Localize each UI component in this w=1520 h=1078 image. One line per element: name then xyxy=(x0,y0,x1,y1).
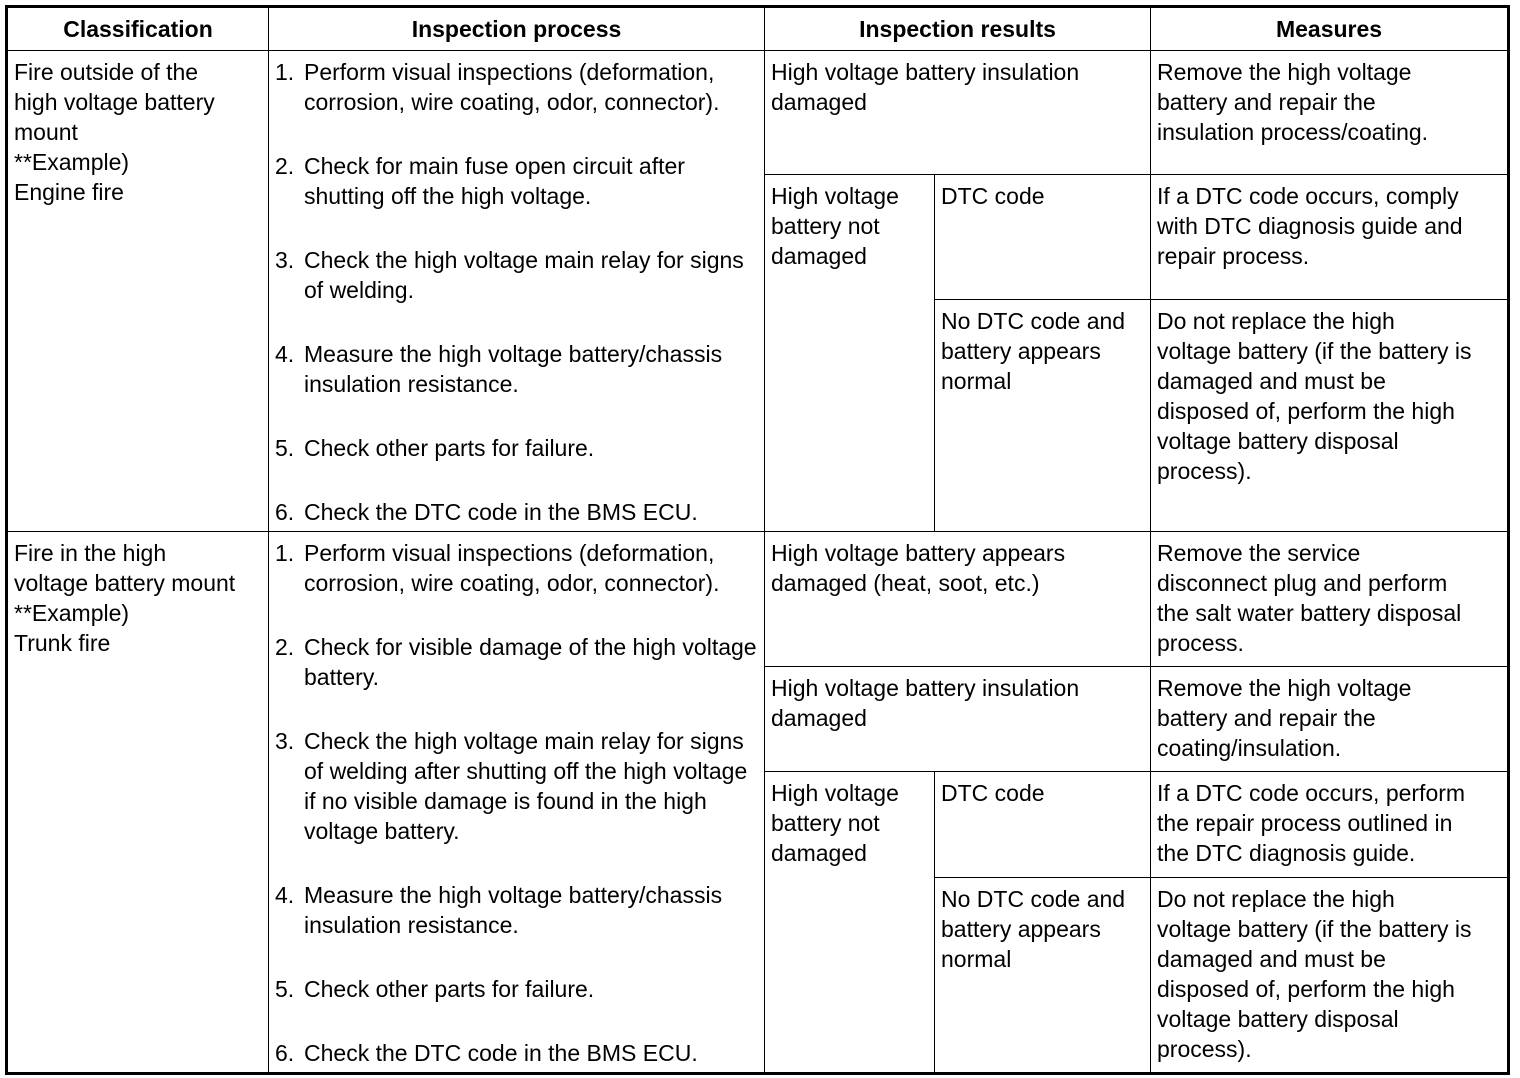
step-text: Measure the high voltage battery/chassis insulation resistance. xyxy=(304,341,723,397)
step-item xyxy=(275,245,758,305)
step-text: Check for visible damage of the high voltage battery. xyxy=(304,634,757,690)
table-row xyxy=(7,532,1509,667)
inspection-table xyxy=(5,5,1510,1075)
step-number: 5. xyxy=(275,435,295,461)
measure-cell: Remove the high voltage battery and repair the coating/insulation. xyxy=(1151,667,1509,772)
header-results: Inspection results xyxy=(765,7,1151,51)
step-text: Perform visual inspections (deformation, corrosion, wire coating, odor, connector). xyxy=(304,540,720,596)
step-number: 4. xyxy=(275,882,295,908)
step-text: Check the DTC code in the BMS ECU. xyxy=(304,1040,698,1066)
step-item xyxy=(275,1038,758,1068)
step-number: 4. xyxy=(275,341,295,367)
step-item xyxy=(275,974,758,1004)
step-number: 6. xyxy=(275,1040,295,1066)
table-row xyxy=(7,51,1509,175)
process-cell xyxy=(269,51,765,532)
measure-cell: If a DTC code occurs, comply with DTC diagnosis guide and repair process. xyxy=(1151,175,1509,300)
step-number: 6. xyxy=(275,499,295,525)
step-item xyxy=(275,632,758,692)
step-item xyxy=(275,339,758,399)
step-number: 1. xyxy=(275,540,295,566)
step-item xyxy=(275,57,758,117)
header-row xyxy=(7,7,1509,51)
step-item xyxy=(275,433,758,463)
header-measures: Measures xyxy=(1151,7,1509,51)
process-cell xyxy=(269,532,765,1074)
step-text: Perform visual inspections (deformation, corrosion, wire coating, odor, connector). xyxy=(304,59,720,115)
sub-result-cell: DTC code xyxy=(935,772,1151,878)
step-list xyxy=(275,57,758,527)
step-number: 5. xyxy=(275,976,295,1002)
step-item xyxy=(275,538,758,598)
result-cell: High voltage battery not damaged xyxy=(765,175,935,532)
step-number: 3. xyxy=(275,247,295,273)
step-number: 2. xyxy=(275,634,295,660)
step-text: Check for main fuse open circuit after shutting off the high voltage. xyxy=(304,153,685,209)
measure-cell: If a DTC code occurs, perform the repair process outlined in the DTC diagnosis guide. xyxy=(1151,772,1509,878)
step-item xyxy=(275,726,758,846)
sub-result-cell: DTC code xyxy=(935,175,1151,300)
step-item xyxy=(275,497,758,527)
sub-result-cell: No DTC code and battery appears normal xyxy=(935,300,1151,532)
step-list xyxy=(275,538,758,1068)
step-number: 2. xyxy=(275,153,295,179)
step-item xyxy=(275,151,758,211)
step-text: Check the high voltage main relay for signs of welding. xyxy=(304,247,744,303)
step-item xyxy=(275,880,758,940)
measure-cell: Remove the high voltage battery and repair the insulation process/coating. xyxy=(1151,51,1509,175)
step-text: Check the high voltage main relay for signs of welding after shutting off the high voltage if no visible damage is found in the high voltage battery. xyxy=(304,728,748,844)
result-cell: High voltage battery insulation damaged xyxy=(765,51,1151,175)
measure-cell: Remove the service disconnect plug and perform the salt water battery disposal process. xyxy=(1151,532,1509,667)
result-cell: High voltage battery insulation damaged xyxy=(765,667,1151,772)
classification-cell: Fire outside of the high voltage battery mount **Example) Engine fire xyxy=(7,51,269,532)
sub-result-cell: No DTC code and battery appears normal xyxy=(935,878,1151,1074)
step-text: Check other parts for failure. xyxy=(304,435,595,461)
measure-cell: Do not replace the high voltage battery (if the battery is damaged and must be disposed of, perform the high voltage battery disposal process). xyxy=(1151,878,1509,1074)
result-cell: High voltage battery not damaged xyxy=(765,772,935,1074)
classification-cell: Fire in the high voltage battery mount **Example) Trunk fire xyxy=(7,532,269,1074)
step-text: Check the DTC code in the BMS ECU. xyxy=(304,499,698,525)
header-classification: Classification xyxy=(7,7,269,51)
step-text: Check other parts for failure. xyxy=(304,976,595,1002)
header-process: Inspection process xyxy=(269,7,765,51)
step-text: Measure the high voltage battery/chassis insulation resistance. xyxy=(304,882,723,938)
step-number: 1. xyxy=(275,59,295,85)
measure-cell: Do not replace the high voltage battery (if the battery is damaged and must be disposed of, perform the high voltage battery disposal process). xyxy=(1151,300,1509,532)
result-cell: High voltage battery appears damaged (heat, soot, etc.) xyxy=(765,532,1151,667)
step-number: 3. xyxy=(275,728,295,754)
